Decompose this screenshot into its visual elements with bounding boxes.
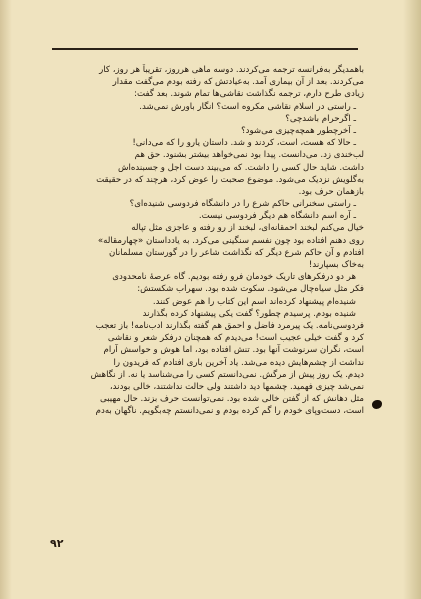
text-line: ـ راستی سخنرانی حاکم شرع را در دانشگاه فردوسی شنیده‌ای؟ <box>129 199 356 210</box>
text-line: شنیده بودم. پرسیدم چطور؟ گفت یکی پیشنهاد کرده بگذارند <box>142 308 356 319</box>
text-line: فکر مثل سیاه‌چال می‌شود. سکوت شده بود. سهراب شکستش: <box>137 284 364 295</box>
text-line: مثل دهانش که از گفتن خالی شده بود. نمی‌توانست حرف بزند. حال مهیبی <box>100 394 364 405</box>
text-line: بازهمان حرف بود. <box>298 186 364 197</box>
text-line: می‌کردند. بعد از آن بیماری آمد. به‌عیادتش که رفته بودم می‌گفت مقدار <box>112 77 364 88</box>
body-text <box>52 64 364 417</box>
text-line: لب‌خندی زد. می‌دانست. پیدا بود نمی‌خواهد بیشتر بشنود. حق هم <box>134 150 364 161</box>
header-rule <box>52 48 358 50</box>
text-line: ـ اگرحرام باشدچی؟ <box>285 113 356 124</box>
text-line: افتادم و آن حاکم شرع دیگر که نگذاشت شاعر را در گورستان مسلمانان <box>108 247 364 258</box>
text-line: دیدم. یک روز پیش از مرگش. نمی‌دانستم کسی را می‌شناسد یا نه. از نگاهش <box>90 369 364 380</box>
text-line: ـ آخرچطور همچه‌چیزی می‌شود؟ <box>241 125 356 136</box>
text-line: است، نگران سرنوشت آنها بود. تنش افتاده بود، اما هوش و حواسش آرام <box>103 345 364 356</box>
text-line: است، دست‌وپای خودم را گم کرده بودم و نمی‌دانستم چه‌بگویم. ناگهان به‌دم <box>95 406 364 417</box>
text-line: به‌خاک بسپارند! <box>308 260 364 270</box>
text-line: ـ آره اسم دانشگاه هم دیگر فردوسی نیست. <box>198 211 356 222</box>
page-number: ۹۲ <box>50 537 64 550</box>
text-line: باهمدیگر به‌فرانسه ترجمه می‌کردند. دوسه ماهی هرروز، تقریباً هر روز، کار <box>99 65 364 75</box>
text-line: ـ حالا که هست، است، کردند و شد. داستان یارو را که می‌دانی! <box>132 138 356 149</box>
text-line: ـ راستی در اسلام نقاشی مکروه است؟ انگار باورش نمی‌شد. <box>139 101 356 112</box>
text-line: داشت. شاید حال کسی را داشت. که می‌بیند دست اجل و جسبنده‌اش <box>117 162 364 173</box>
text-line: نداشت از چشم‌هایش دیده می‌شد. یاد آخرین باری افتادم که فریدون را <box>113 357 364 368</box>
text-line: روی دهنم افتاده بود چون نفسم سنگینی می‌کرد. به یادداستان «چهارمقاله» <box>97 235 364 246</box>
text-line: هر دو درفکرهای تاریک خودمان فرو رفته بودیم. گاه عرصهٔ نامحدودی <box>112 272 356 283</box>
scan-edge-left <box>0 0 12 599</box>
text-line: خیال می‌کنم لبخند احمقانه‌ای، لبخند از رو رفته و عاجزی مثل تپاله <box>131 223 364 234</box>
text-line: شنیده‌ام پیشنهاد کرده‌اند اسم این کتاب را هم عوض کنند. <box>152 296 356 307</box>
text-line: نمی‌شد چیزی فهمید. چشمها دید داشتند ولی حالت نداشتند، خالی بودند، <box>109 381 364 392</box>
ink-blot <box>372 400 382 409</box>
text-line: فردوسی‌نامه. یک پیرمرد فاضل و احمق هم گفته بگذارند ادب‌نامه! باز تعجب <box>95 320 364 331</box>
scan-edge-right <box>403 0 421 599</box>
text-line: زیادی طرح دارم، ترجمه نگذاشت نقاشی‌ها تمام شوند. بعد گفت: <box>134 89 364 100</box>
text-line: کرد و گفت خیلی عجیب است! می‌دیدم که همچنان درفکر شعر و نقاشی <box>107 333 364 344</box>
text-line: به‌گلویش نزدیک می‌شود. موضوع صحبت را عوض کرد، هرچند که در حقیقت <box>96 174 364 185</box>
